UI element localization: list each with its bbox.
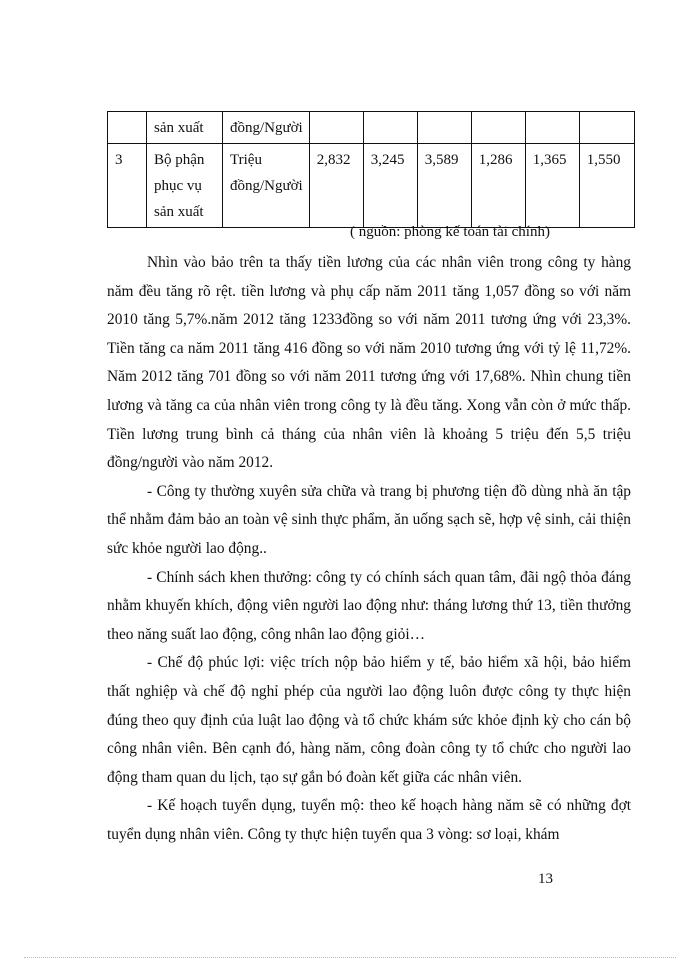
value-cell: 1,286 xyxy=(471,144,525,228)
table-row xyxy=(108,112,635,144)
value-cell: 2,832 xyxy=(309,144,363,228)
unit-cell: đồng/Người xyxy=(223,112,310,144)
page-bottom-divider xyxy=(24,957,676,958)
value-cell: 3,245 xyxy=(363,144,417,228)
paragraph: - Kế hoạch tuyển dụng, tuyển mộ: theo kế hoạch hàng năm sẽ có những đợt tuyển dụng nhân viên. Công ty thực hiện tuyển qua 3 vòng: sơ loại, khám xyxy=(107,797,631,843)
table-row xyxy=(108,144,635,228)
paragraph: Nhìn vào bảo trên ta thấy tiền lương của các nhân viên trong công ty hàng năm đều tăng rõ rệt. tiền lương và phụ cấp năm 2011 tăng 1,057 đồng so với năm 2010 tăng 5,7%.năm 2012 tăng 1233đồng so với năm 2011 tương ứng với 23,3%. Tiền tăng ca năm 2011 tăng 416 đồng so với năm 2010 tương ứng với tỷ lệ 11,72%. Năm 2012 tăng 701 đồng so với năm 2011 tương ứng với 17,68%. Nhìn chung tiền lương và tăng ca của nhân viên trong công ty là đều tăng. Xong vẫn còn ở mức thấp. Tiền lương trung bình cả tháng của nhân viên là khoảng 5 triệu đến 5,5 triệu đồng/người vào năm 2012. xyxy=(107,254,631,472)
value-cell: 1,365 xyxy=(525,144,579,228)
paragraph: - Chính sách khen thưởng: công ty có chính sách quan tâm, đãi ngộ thỏa đáng nhằm khuyến khích, động viên người lao động như: tháng lương thứ 13, tiền thưởng theo năng suất lao động, công nhân lao động giỏi… xyxy=(107,568,631,643)
paragraph: - Chế độ phúc lợi: việc trích nộp bảo hiểm y tế, bảo hiểm xã hội, bảo hiểm thất nghiệp và chế độ nghỉ phép của người lao động luôn được công ty thực hiện đúng theo quy định của luật lao động và tổ chức khám sức khỏe định kỳ cho cán bộ công nhân viên. Bên cạnh đó, hàng năm, công đoàn công ty tổ chức cho người lao động tham quan du lịch, tạo sự gắn bó đoàn kết giữa các nhân viên. xyxy=(107,654,631,786)
row-number-cell xyxy=(108,112,147,144)
page-number: 13 xyxy=(538,871,553,887)
value-cell: 3,589 xyxy=(417,144,471,228)
value-cell xyxy=(309,112,363,144)
value-cell: 1,550 xyxy=(579,144,634,228)
table-source-note: ( nguồn: phòng kế toán tài chính) xyxy=(350,224,550,240)
value-cell xyxy=(579,112,634,144)
paragraph: - Công ty thường xuyên sửa chữa và trang bị phương tiện đồ dùng nhà ăn tập thể nhằm đảm bảo an toàn vệ sinh thực phẩm, ăn uống sạch sẽ, hợp vệ sinh, cải thiện sức khỏe người lao động.. xyxy=(107,482,631,557)
unit-cell: Triệu đồng/Người xyxy=(223,144,310,228)
value-cell xyxy=(471,112,525,144)
salary-table xyxy=(107,111,635,228)
department-cell: sản xuất xyxy=(147,112,223,144)
row-number-cell: 3 xyxy=(108,144,147,228)
value-cell xyxy=(525,112,579,144)
body-text xyxy=(107,249,631,849)
value-cell xyxy=(363,112,417,144)
value-cell xyxy=(417,112,471,144)
department-cell: Bộ phận phục vụ sản xuất xyxy=(147,144,223,228)
